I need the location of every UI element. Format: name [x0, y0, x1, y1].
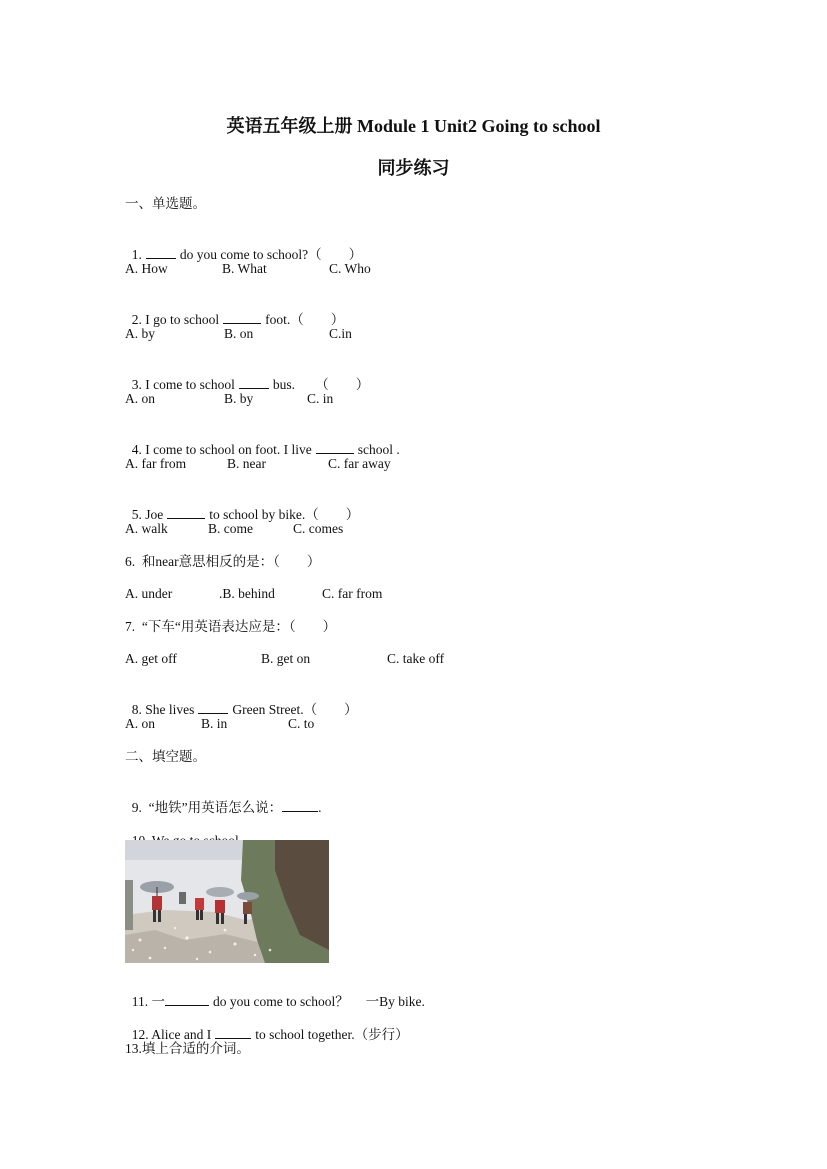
question-4-suffix: school . [357, 442, 400, 457]
umbrella [237, 892, 259, 900]
question-4-prefix: 4. I come to school on foot. I live [131, 442, 312, 457]
question-1-option-c[interactable]: C. Who [329, 261, 371, 276]
umbrella [206, 887, 234, 897]
question-5-prefix: 5. Joe [131, 507, 164, 522]
child-body [179, 892, 186, 904]
question-1-option-b[interactable]: B. What [222, 261, 267, 276]
question-4-option-a[interactable]: A. far from [125, 456, 187, 471]
answer-blank[interactable] [198, 701, 228, 714]
backpack [152, 896, 162, 910]
question-2-option-a[interactable]: A. by [125, 326, 155, 341]
question-6: 6. 和near意思相反的是：（ ） [125, 554, 321, 569]
question-1-option-a[interactable]: A. How [125, 261, 168, 276]
backpack [195, 898, 204, 910]
question-11 [125, 975, 425, 1011]
question-3-option-a[interactable]: A. on [125, 391, 155, 406]
question-8 [125, 683, 358, 719]
question-12-prefix: 12. Alice and I [131, 1027, 212, 1042]
question-7-option-c[interactable]: C. take off [387, 651, 445, 666]
question-8-option-a[interactable]: A. on [125, 716, 155, 731]
section-heading-choice: 一、单选题。 [125, 196, 206, 212]
question-2 [125, 293, 344, 329]
question-3-prefix: 3. I come to school [131, 377, 235, 392]
question-2-option-b[interactable]: B. on [224, 326, 254, 341]
question-5-option-a[interactable]: A. walk [125, 521, 168, 536]
leg [153, 910, 156, 922]
question-8-prefix: 8. She lives [131, 702, 195, 717]
question-3 [125, 358, 369, 394]
question-6-option-b[interactable]: .B. behind [219, 586, 275, 601]
leg [216, 913, 219, 924]
leg [196, 910, 199, 920]
question-5-option-c[interactable]: C. comes [293, 521, 344, 536]
leg [200, 910, 203, 920]
question-1 [125, 228, 362, 264]
document-subtitle: 同步练习 [377, 158, 450, 178]
question-12-suffix: to school together.（步行） [255, 1027, 409, 1042]
question-4-option-b[interactable]: B. near [227, 456, 266, 471]
children-umbrella-illustration [125, 840, 329, 963]
question-8-suffix: Green Street.（ ） [232, 702, 358, 717]
question-3-option-c[interactable]: C. in [307, 391, 334, 406]
answer-blank[interactable] [215, 1026, 251, 1039]
answer-blank[interactable] [223, 311, 261, 324]
question-2-option-c[interactable]: C.in [329, 326, 352, 341]
question-13: 13.填上合适的介词。 [125, 1041, 250, 1056]
question-1-suffix: do you come to school?（ ） [179, 247, 363, 262]
question-7: 7. “下车“用英语表达应是：（ ） [125, 619, 337, 634]
backpack [215, 900, 225, 913]
question-9-suffix: . [318, 800, 322, 815]
answer-blank[interactable] [146, 246, 176, 259]
question-3-option-b[interactable]: B. by [224, 391, 254, 406]
section-heading-fill: 二、填空题。 [125, 749, 206, 765]
question-6-option-c[interactable]: C. far from [322, 586, 383, 601]
question-5-suffix: to school by bike.（ ） [209, 507, 360, 522]
child-body [243, 902, 252, 914]
question-4 [125, 423, 400, 459]
question-7-option-b[interactable]: B. get on [261, 651, 311, 666]
answer-blank[interactable] [316, 441, 354, 454]
children-walking-photo [125, 840, 329, 963]
leg [244, 914, 247, 924]
answer-blank[interactable] [282, 799, 318, 812]
pole [125, 880, 133, 930]
question-8-option-c[interactable]: C. to [288, 716, 315, 731]
question-6-option-a[interactable]: A. under [125, 586, 173, 601]
question-9-prefix: 9. “地铁”用英语怎么说： [131, 800, 283, 815]
question-3-suffix: bus. （ ） [272, 377, 370, 392]
question-9 [125, 781, 321, 817]
question-2-prefix: 2. I go to school [131, 312, 220, 327]
question-12 [125, 1008, 409, 1044]
question-11-suffix: do you come to school？ 一By bike. [213, 994, 425, 1009]
leg [158, 910, 161, 922]
question-7-option-a[interactable]: A. get off [125, 651, 177, 666]
question-1-prefix: 1. [131, 247, 142, 262]
document-title: 英语五年级上册 Module 1 Unit2 Going to school [226, 116, 601, 136]
question-2-suffix: foot.（ ） [265, 312, 345, 327]
question-4-option-c[interactable]: C. far away [328, 456, 391, 471]
question-11-prefix: 11. 一 [131, 994, 165, 1009]
answer-blank[interactable] [165, 993, 209, 1006]
question-8-option-b[interactable]: B. in [201, 716, 228, 731]
answer-blank[interactable] [239, 376, 269, 389]
question-5 [125, 488, 359, 524]
question-5-option-b[interactable]: B. come [208, 521, 253, 536]
answer-blank[interactable] [167, 506, 205, 519]
leg [221, 913, 224, 924]
